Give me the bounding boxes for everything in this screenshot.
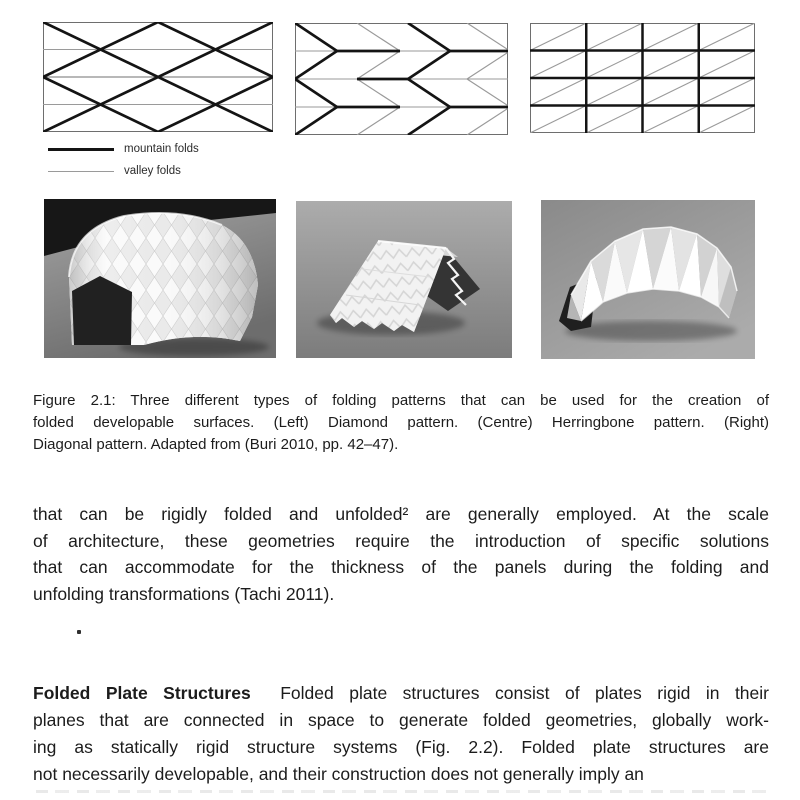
caption-line-1: Figure 2.1: Three different types of folding patterns that can be used for the creation of	[33, 392, 769, 409]
cutoff-text-line	[36, 790, 766, 793]
caption-line-2: folded developable surfaces. (Left) Diamond pattern. (Centre) Herringbone pattern. (Right)	[33, 414, 769, 431]
legend-row-mountain	[48, 139, 199, 159]
body-line: of architecture, these geometries require the introduction of specific solutions	[33, 530, 769, 551]
body-line-text: Folded plate structures consist of plates rigid in their	[280, 683, 769, 703]
body-line: ing as statically rigid structure systems (Fig. 2.2). Folded plate structures are	[33, 737, 769, 757]
photo-diamond-model	[44, 199, 276, 358]
figure-caption	[33, 390, 769, 456]
fold-legend	[48, 139, 199, 183]
caption-line-3: Diagonal pattern. Adapted from (Buri 2010, pp. 42–47).	[33, 436, 399, 453]
photo-herringbone-model	[296, 201, 512, 358]
pattern-diagram-diamond	[43, 22, 273, 132]
mountain-fold-label: mountain folds	[124, 143, 199, 155]
body-line	[33, 680, 769, 707]
mountain-fold-line-swatch	[48, 148, 114, 151]
valley-fold-line-swatch	[48, 171, 114, 172]
pattern-diagram-herringbone	[295, 23, 508, 135]
photo-diagonal-model	[541, 200, 755, 359]
body-line: planes that are connected in space to generate folded geometries, globally work-	[33, 710, 769, 730]
footnote-dot	[77, 630, 81, 634]
legend-row-valley	[48, 161, 199, 181]
body-line: that can be rigidly folded and unfolded² are generally employed. At the scale	[33, 504, 769, 524]
body-paragraph-2	[33, 680, 769, 788]
pattern-diagram-diagonal	[530, 23, 755, 133]
body-line: unfolding transformations (Tachi 2011).	[33, 583, 335, 604]
body-paragraph-1	[33, 501, 769, 607]
valley-fold-label: valley folds	[124, 165, 181, 177]
run-in-heading-folded-plate-structures: Folded Plate Structures	[33, 683, 251, 703]
body-line: that can accommodate for the thickness of the panels during the folding and	[33, 557, 769, 577]
body-line: not necessarily developable, and their construction does not generally imply an	[33, 764, 644, 784]
vault-shape	[69, 213, 258, 345]
